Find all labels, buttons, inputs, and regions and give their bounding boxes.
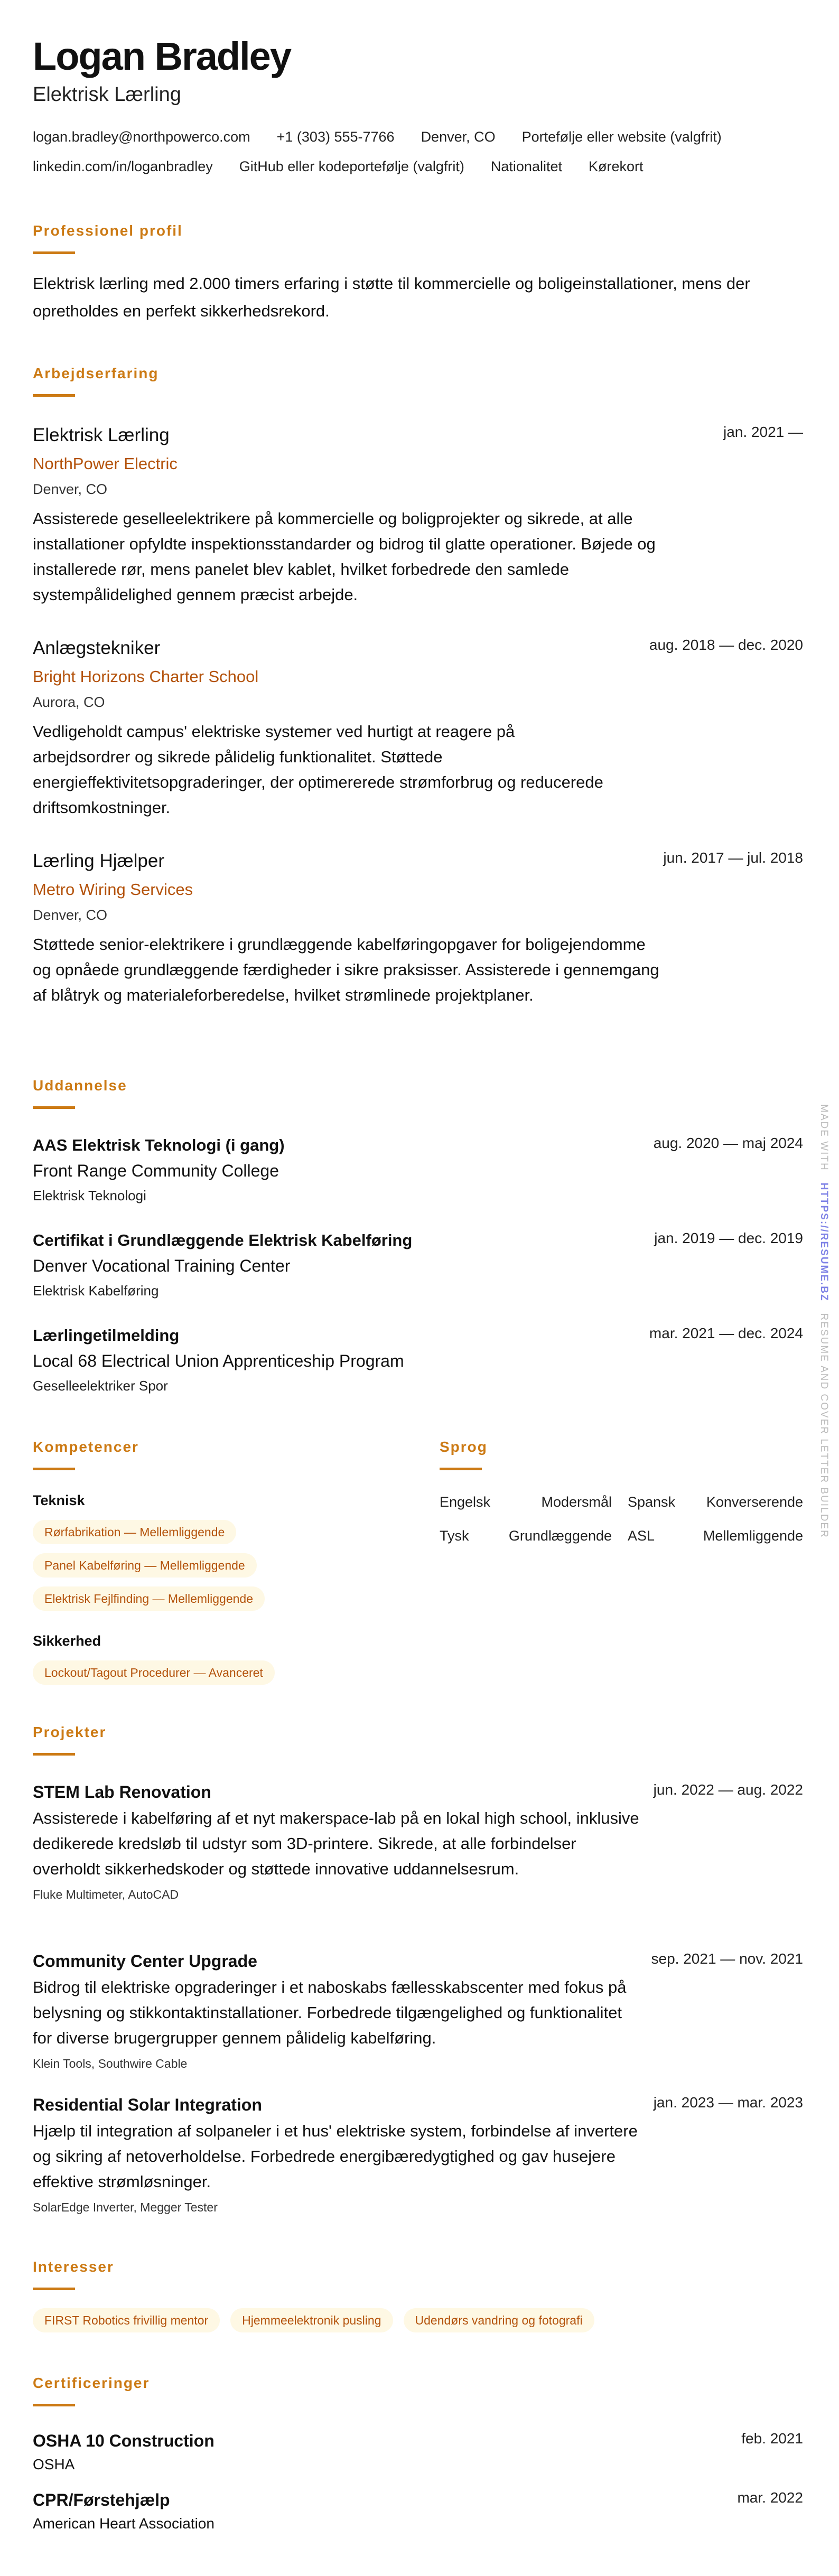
- education-section: [33, 1077, 803, 1109]
- school-name: Front Range Community College: [33, 1161, 279, 1180]
- interests-section: [33, 2258, 803, 2332]
- section-heading: Uddannelse: [33, 1077, 127, 1094]
- job-company: Bright Horizons Charter School: [33, 667, 259, 686]
- section-heading: Kompetencer: [33, 1439, 139, 1455]
- language-name: Engelsk: [440, 1494, 491, 1510]
- job-location: Denver, CO: [33, 907, 108, 923]
- profile-text: Elektrisk lærling med 2.000 timers erfaring i støtte til kommercielle og boligeinstallationer, mens der opretholdes en perfekt sikkerhedsrekord.: [33, 274, 750, 320]
- heading-underline: [33, 394, 75, 397]
- job-dates: jun. 2017 — jul. 2018: [663, 850, 803, 866]
- languages-section: [440, 1438, 803, 1575]
- school-name: Local 68 Electrical Union Apprenticeship Program: [33, 1351, 404, 1370]
- certification-item: [33, 2430, 803, 2475]
- experience-item: [33, 850, 803, 1008]
- projects-section: [33, 1723, 803, 1756]
- skills-section: [33, 1438, 403, 1685]
- job-location: Aurora, CO: [33, 694, 105, 710]
- heading-underline: [33, 1753, 75, 1756]
- job-description: Støttede senior-elektrikere i grundlæggende kabelføringopgaver for boligejendomme og opnåede grundlæggende færdigheder i sikre praksisser. Assisterede i gennemgang af blåtryk og materialeforberedelse, hvilket strømlinede projektplaner.: [33, 935, 659, 1004]
- study-field: Elektrisk Teknologi: [33, 1188, 146, 1203]
- watermark: [815, 1104, 833, 1548]
- language-name: Spansk: [628, 1494, 676, 1510]
- project-tools: Fluke Multimeter, AutoCAD: [33, 1888, 179, 1901]
- job-company: Metro Wiring Services: [33, 880, 193, 899]
- job-description: Assisterede geselleelektrikere på kommercielle og boligprojekter og sikrede, at alle installationer opfyldte inspektionsstandarder og bidrog til glatte operationer. Bøjede og installerede rør, mens panelet blev kablet, hvilket forbedrede den samlede systempålidelighed gennem præcist arbejde.: [33, 509, 656, 604]
- contact-row: [33, 129, 722, 145]
- interest-pill: Hjemmeelektronik pusling: [230, 2308, 393, 2332]
- project-tools: SolarEdge Inverter, Megger Tester: [33, 2200, 218, 2214]
- certification-issuer: OSHA: [33, 2456, 75, 2472]
- education-item: [33, 1325, 803, 1396]
- project-dates: sep. 2021 — nov. 2021: [651, 1950, 803, 1967]
- contact-github[interactable]: GitHub eller kodeportefølje (valgfrit): [239, 158, 464, 174]
- job-title: Anlægstekniker: [33, 638, 161, 658]
- project-dates: jun. 2022 — aug. 2022: [653, 1781, 803, 1798]
- language-level: Modersmål: [541, 1494, 612, 1510]
- experience-item: [33, 424, 803, 608]
- section-heading: Projekter: [33, 1724, 107, 1740]
- certifications-section: [33, 2374, 803, 2406]
- education-dates: jan. 2019 — dec. 2019: [654, 1230, 803, 1246]
- project-item: [33, 1781, 803, 1904]
- study-field: Geselleelektriker Spor: [33, 1378, 168, 1394]
- certification-issuer: American Heart Association: [33, 2515, 215, 2532]
- job-title: Elektrisk Lærling: [33, 425, 170, 445]
- job-location: Denver, CO: [33, 481, 108, 497]
- certification-title: OSHA 10 Construction: [33, 2431, 215, 2450]
- certification-title: CPR/Førstehjælp: [33, 2490, 170, 2509]
- interest-pill: FIRST Robotics frivillig mentor: [33, 2308, 220, 2332]
- watermark-prefix: MADE WITH: [818, 1104, 829, 1171]
- contact-email[interactable]: logan.bradley@northpowerco.com: [33, 129, 250, 145]
- job-description: Vedligeholdt campus' elektriske systemer ved hurtigt at reagere på arbejdsordrer og sikrede pålidelig funktionalitet. Støttede energieffektivitetsopgraderinger, der optimererede strømforbrug og reducerede driftsomkostninger.: [33, 722, 603, 817]
- education-item: [33, 1230, 803, 1301]
- project-item: [33, 2094, 803, 2217]
- degree-title: AAS Elektrisk Teknologi (i gang): [33, 1136, 285, 1154]
- degree-title: Certifikat i Grundlæggende Elektrisk Kabelføring: [33, 1231, 413, 1249]
- language-name: Tysk: [440, 1528, 469, 1544]
- language-level: Mellemliggende: [703, 1528, 803, 1544]
- certification-item: [33, 2489, 803, 2534]
- watermark-suffix: RESUME AND COVER LETTER BUILDER: [818, 1313, 829, 1538]
- skill-group-title: Sikkerhed: [33, 1633, 101, 1649]
- language-level: Grundlæggende: [508, 1528, 612, 1544]
- degree-title: Lærlingetilmelding: [33, 1326, 180, 1345]
- heading-underline: [33, 1106, 75, 1109]
- contact-website[interactable]: Portefølje eller website (valgfrit): [521, 129, 722, 145]
- school-name: Denver Vocational Training Center: [33, 1256, 291, 1275]
- watermark-link[interactable]: HTTPS://RESUME.BZ: [818, 1182, 829, 1302]
- heading-underline: [33, 2288, 75, 2290]
- job-company: NorthPower Electric: [33, 454, 178, 473]
- job-title: Lærling Hjælper: [33, 851, 164, 871]
- contact-location: Denver, CO: [421, 129, 496, 145]
- candidate-title: Elektrisk Lærling: [33, 83, 181, 106]
- contact-nationality: Nationalitet: [490, 158, 562, 174]
- contact-phone[interactable]: +1 (303) 555-7766: [276, 129, 395, 145]
- job-dates: aug. 2018 — dec. 2020: [649, 637, 803, 653]
- skill-pill: Elektrisk Fejlfinding — Mellemliggende: [33, 1586, 265, 1611]
- section-heading: Professionel profil: [33, 222, 183, 239]
- contact-license: Kørekort: [588, 158, 644, 174]
- study-field: Elektrisk Kabelføring: [33, 1283, 159, 1299]
- section-heading: Sprog: [440, 1439, 488, 1455]
- interest-pill: Udendørs vandring og fotografi: [404, 2308, 594, 2332]
- heading-underline: [33, 1468, 75, 1470]
- profile-section: [33, 222, 803, 325]
- skill-group-title: Teknisk: [33, 1492, 85, 1508]
- project-tools: Klein Tools, Southwire Cable: [33, 2057, 188, 2070]
- project-description: Assisterede i kabelføring af et nyt makerspace-lab på en lokal high school, inklusive dedikerede kredsløb til udstyr som 3D-printere. Sikrede, at alle forbindelser overholdt sikkerhedskoder og støttede innovative uddannelsesrum.: [33, 1809, 639, 1878]
- job-dates: jan. 2021 —: [723, 424, 803, 440]
- project-title: Residential Solar Integration: [33, 2095, 262, 2114]
- certification-date: feb. 2021: [741, 2430, 803, 2447]
- section-heading: Certificeringer: [33, 2375, 150, 2391]
- skill-pill: Lockout/Tagout Procedurer — Avanceret: [33, 1660, 275, 1685]
- skill-pill: Panel Kabelføring — Mellemliggende: [33, 1553, 257, 1578]
- contact-linkedin[interactable]: linkedin.com/in/loganbradley: [33, 158, 213, 174]
- certification-date: mar. 2022: [737, 2489, 803, 2506]
- skill-pill: Rørfabrikation — Mellemliggende: [33, 1520, 236, 1544]
- section-heading: Arbejdserfaring: [33, 365, 159, 381]
- heading-underline: [33, 251, 75, 254]
- experience-section: [33, 365, 803, 397]
- language-name: ASL: [628, 1528, 655, 1544]
- education-item: [33, 1135, 803, 1206]
- education-dates: mar. 2021 — dec. 2024: [649, 1325, 803, 1341]
- project-title: Community Center Upgrade: [33, 1952, 257, 1971]
- section-heading: Interesser: [33, 2258, 114, 2275]
- project-title: STEM Lab Renovation: [33, 1782, 211, 1802]
- contact-row: [33, 158, 644, 175]
- heading-underline: [440, 1468, 482, 1470]
- project-dates: jan. 2023 — mar. 2023: [653, 2094, 803, 2111]
- experience-item: [33, 637, 803, 820]
- heading-underline: [33, 2404, 75, 2406]
- project-item: [33, 1950, 803, 2073]
- project-description: Bidrog til elektriske opgraderinger i et naboskabs fællesskabscenter med fokus på belysning og stikkontaktinstallationer. Forbedrede tilgængelighed og funktionalitet for diverse brugergrupper gennem pålidelig kabelføring.: [33, 1978, 627, 2047]
- project-description: Hjælp til integration af solpaneler i et hus' elektriske system, forbindelse af invertere og sikring af netoverholdelse. Forbedrede energibæredygtighed og gav husejere effektive strømløsninger.: [33, 2122, 638, 2191]
- language-level: Konverserende: [706, 1494, 803, 1510]
- education-dates: aug. 2020 — maj 2024: [653, 1135, 803, 1151]
- candidate-name: Logan Bradley: [33, 34, 291, 78]
